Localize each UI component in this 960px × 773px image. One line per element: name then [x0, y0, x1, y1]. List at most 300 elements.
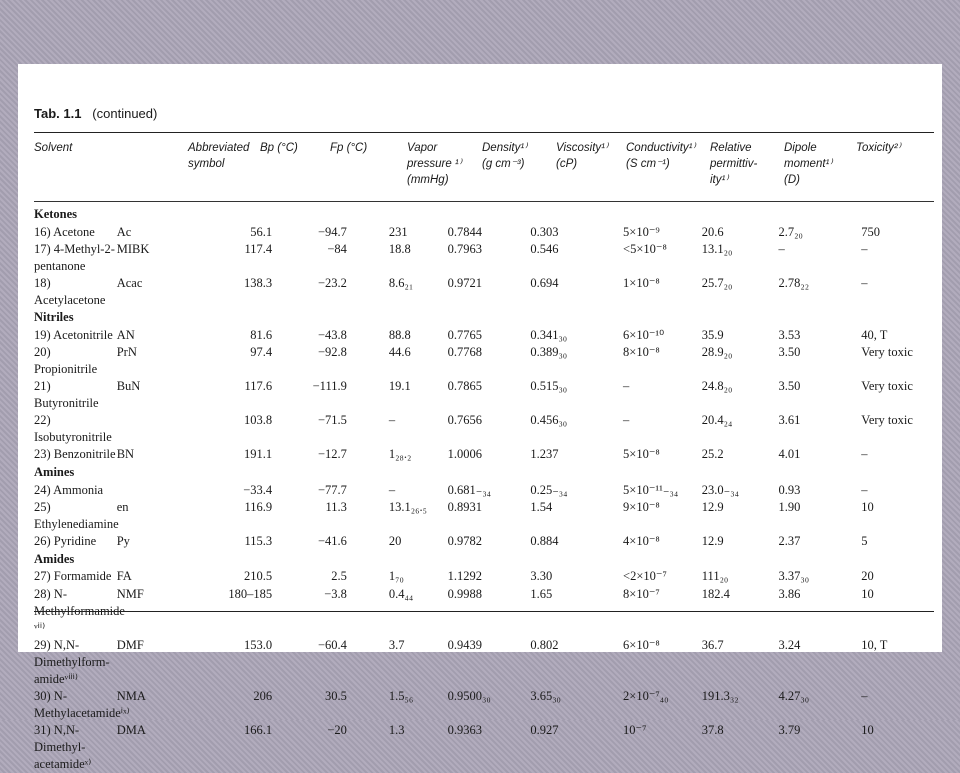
cell-bp-text: 153.0 — [244, 637, 273, 652]
cell-bp-text: 180–185 — [228, 586, 273, 601]
cell-permittivity-text: 23.0₋₃₄ — [701, 482, 739, 497]
table-row — [34, 327, 944, 345]
cell-solvent-text: 27) Formamide — [34, 569, 112, 584]
cell-symbol-text: Ac — [116, 224, 132, 239]
cell-vapor-pressure — [365, 275, 448, 309]
cell-conductivity — [613, 637, 696, 688]
cell-dipole-text: 1.90 — [778, 500, 801, 515]
cell-density-text: 0.9439 — [447, 637, 482, 652]
cell-vapor-pressure — [365, 482, 448, 500]
cell-fp — [282, 224, 365, 242]
cell-bp — [199, 722, 282, 773]
cell-vapor-pressure — [365, 412, 448, 446]
cell-symbol — [117, 482, 200, 500]
cell-bp — [199, 327, 282, 345]
cell-bp-text: 206 — [253, 688, 273, 703]
cell-density-text: 1.0006 — [447, 447, 482, 462]
cell-fp-text: −23.2 — [317, 276, 347, 291]
cell-vapor-pressure-text: 20 — [388, 534, 402, 549]
cell-dipole-text: 4.27₃₀ — [778, 688, 810, 703]
cell-solvent — [34, 378, 117, 412]
section-title: Nitriles — [34, 310, 74, 325]
cell-bp — [199, 499, 282, 533]
cell-fp — [282, 637, 365, 688]
cell-conductivity — [613, 275, 696, 309]
cell-symbol — [117, 533, 200, 551]
cell-viscosity-text: 3.65₃₀ — [530, 688, 561, 703]
cell-density — [448, 275, 531, 309]
cell-dipole-text: 3.79 — [778, 722, 801, 737]
table-caption-suffix: (continued) — [92, 106, 158, 121]
cell-vapor-pressure — [365, 344, 448, 378]
cell-viscosity — [530, 688, 613, 722]
cell-viscosity — [530, 275, 613, 309]
cell-solvent-text: 24) Ammonia — [34, 482, 104, 497]
cell-fp — [282, 533, 365, 551]
table-caption-label: Tab. 1.1 — [34, 106, 82, 121]
cell-symbol — [117, 446, 200, 464]
cell-permittivity — [696, 533, 779, 551]
cell-toxicity-text: 20 — [861, 569, 874, 584]
table-row — [34, 533, 944, 551]
cell-permittivity-text: 25.7₂₀ — [701, 276, 733, 291]
cell-bp-text: 210.5 — [244, 569, 273, 584]
cell-fp-text: −84 — [327, 242, 347, 257]
cell-permittivity-text: 12.9 — [701, 500, 724, 515]
cell-solvent — [34, 344, 117, 378]
cell-symbol-text: Py — [116, 534, 130, 549]
cell-permittivity — [696, 499, 779, 533]
table-row — [34, 241, 944, 275]
cell-viscosity — [530, 482, 613, 500]
cell-dipole — [778, 412, 861, 446]
cell-permittivity-text: 191.3₃₂ — [701, 688, 739, 703]
section-title: Amides — [34, 551, 75, 566]
table-caption — [34, 106, 157, 121]
cell-density-text: 0.8931 — [447, 500, 482, 515]
cell-conductivity-text: <2×10⁻⁷ — [623, 569, 667, 584]
cell-viscosity — [530, 412, 613, 446]
cell-conductivity-text: 9×10⁻⁸ — [623, 500, 660, 515]
cell-symbol — [117, 241, 200, 275]
cell-dipole — [778, 446, 861, 464]
cell-density — [448, 688, 531, 722]
cell-density — [448, 446, 531, 464]
cell-conductivity — [613, 446, 696, 464]
cell-dipole-text: 2.78₂₂ — [778, 276, 810, 291]
solvent-table — [34, 206, 944, 773]
cell-conductivity — [613, 568, 696, 586]
cell-bp — [199, 446, 282, 464]
cell-symbol-text: Acac — [116, 276, 143, 291]
cell-dipole-text: 3.50 — [778, 345, 801, 360]
table-row — [34, 568, 944, 586]
cell-dipole — [778, 224, 861, 242]
cell-density — [448, 637, 531, 688]
cell-dipole-text: 2.7₂₀ — [778, 224, 803, 239]
cell-symbol-text: FA — [116, 569, 132, 584]
cell-toxicity-text: – — [861, 276, 868, 291]
cell-toxicity-text: 10 — [861, 500, 874, 515]
cell-dipole — [778, 378, 861, 412]
cell-fp-text: −71.5 — [317, 413, 347, 428]
cell-symbol-text: en — [116, 500, 129, 515]
cell-vapor-pressure-text: 231 — [388, 224, 408, 239]
top-rule — [34, 132, 934, 133]
cell-symbol — [117, 722, 200, 773]
cell-conductivity — [613, 344, 696, 378]
cell-density — [448, 241, 531, 275]
cell-solvent-text: 22) Isobutyronitrile — [34, 413, 112, 445]
cell-viscosity — [530, 446, 613, 464]
cell-vapor-pressure — [365, 327, 448, 345]
cell-toxicity-text: 750 — [861, 224, 880, 239]
cell-vapor-pressure-text: – — [388, 413, 396, 428]
cell-symbol-text: BuN — [116, 379, 141, 394]
cell-conductivity — [613, 499, 696, 533]
cell-vapor-pressure-text: 1.5₅₆ — [388, 688, 414, 703]
cell-permittivity-text: 25.2 — [701, 447, 724, 462]
cell-viscosity-text: 0.456₃₀ — [530, 413, 568, 428]
cell-toxicity — [861, 275, 944, 309]
cell-fp — [282, 568, 365, 586]
cell-symbol-text: PrN — [116, 345, 137, 360]
cell-dipole — [778, 327, 861, 345]
cell-toxicity-text: Very toxic — [861, 413, 913, 428]
cell-permittivity — [696, 344, 779, 378]
cell-vapor-pressure — [365, 499, 448, 533]
cell-bp-text: 81.6 — [250, 327, 273, 342]
cell-conductivity-text: 4×10⁻⁸ — [623, 534, 660, 549]
cell-bp — [199, 533, 282, 551]
cell-density-text: 0.7865 — [447, 379, 482, 394]
cell-fp-text: 2.5 — [331, 569, 347, 584]
cell-density — [448, 378, 531, 412]
header-conductivity: Conductivity¹⁾ (S cm⁻¹) — [626, 142, 696, 170]
cell-fp — [282, 344, 365, 378]
cell-viscosity — [530, 568, 613, 586]
cell-dipole — [778, 241, 861, 275]
cell-toxicity — [861, 688, 944, 722]
cell-bp — [199, 637, 282, 688]
cell-bp-text: 115.3 — [244, 534, 273, 549]
cell-solvent — [34, 637, 117, 688]
cell-conductivity-text: <5×10⁻⁸ — [623, 242, 667, 257]
cell-permittivity — [696, 327, 779, 345]
cell-toxicity — [861, 533, 944, 551]
cell-conductivity-text: – — [623, 413, 630, 428]
cell-bp — [199, 344, 282, 378]
cell-conductivity — [613, 482, 696, 500]
header-density: Density¹⁾ (g cm⁻³) — [482, 142, 528, 170]
cell-symbol — [117, 378, 200, 412]
cell-conductivity — [613, 378, 696, 412]
cell-solvent-text: 30) N-Methylacetamideⁱˣ⁾ — [34, 688, 130, 720]
table-row — [34, 482, 944, 500]
cell-permittivity-text: 35.9 — [701, 327, 724, 342]
cell-toxicity-text: Very toxic — [861, 345, 913, 360]
cell-bp — [199, 378, 282, 412]
cell-density-text: 0.9721 — [447, 276, 482, 291]
cell-vapor-pressure-text: 18.8 — [388, 242, 411, 257]
cell-permittivity — [696, 275, 779, 309]
cell-symbol-text: MIBK — [116, 242, 150, 257]
cell-symbol — [117, 637, 200, 688]
cell-toxicity-text: 40, T — [861, 327, 888, 342]
cell-viscosity-text: 1.237 — [530, 447, 559, 462]
cell-bp — [199, 275, 282, 309]
table-row — [34, 344, 944, 378]
cell-toxicity — [861, 446, 944, 464]
cell-solvent-text: 17) 4-Methyl-2-pentanone — [34, 242, 115, 274]
cell-fp-text: −77.7 — [317, 482, 347, 497]
cell-solvent — [34, 241, 117, 275]
header-toxicity: Toxicity²⁾ — [856, 142, 901, 154]
cell-bp-text: 56.1 — [250, 224, 273, 239]
cell-vapor-pressure-text: 19.1 — [388, 379, 411, 394]
cell-viscosity-text: 1.65 — [530, 586, 553, 601]
cell-density-text: 0.9500₃₀ — [447, 688, 491, 703]
cell-solvent — [34, 446, 117, 464]
cell-fp-text: −3.8 — [324, 586, 347, 601]
cell-vapor-pressure — [365, 533, 448, 551]
cell-conductivity-text: 1×10⁻⁸ — [623, 276, 660, 291]
cell-solvent — [34, 275, 117, 309]
cell-toxicity — [861, 722, 944, 773]
cell-dipole — [778, 637, 861, 688]
cell-conductivity-text: 5×10⁻¹¹₋₃₄ — [623, 482, 679, 497]
cell-viscosity-text: 0.927 — [530, 722, 559, 737]
cell-symbol — [117, 344, 200, 378]
cell-density-text: 0.7765 — [447, 327, 482, 342]
cell-fp — [282, 688, 365, 722]
cell-vapor-pressure — [365, 378, 448, 412]
cell-solvent-text: 20) Propionitrile — [34, 345, 98, 377]
cell-bp-text: 117.6 — [244, 379, 273, 394]
table-row — [34, 378, 944, 412]
cell-viscosity — [530, 224, 613, 242]
cell-density-text: 0.9363 — [447, 722, 482, 737]
cell-symbol — [117, 499, 200, 533]
cell-viscosity-text: 0.515₃₀ — [530, 379, 568, 394]
cell-toxicity-text: – — [861, 688, 868, 703]
cell-toxicity — [861, 637, 944, 688]
cell-vapor-pressure-text: 13.1₂₆.₅ — [388, 500, 427, 515]
cell-fp — [282, 499, 365, 533]
cell-fp-text: −94.7 — [317, 224, 347, 239]
cell-density-text: 0.7656 — [447, 413, 482, 428]
cell-dipole-text: 3.61 — [778, 413, 801, 428]
cell-solvent — [34, 412, 117, 446]
cell-vapor-pressure-text: 3.7 — [388, 637, 405, 652]
cell-toxicity — [861, 412, 944, 446]
cell-vapor-pressure-text: 0.4₄₄ — [388, 586, 414, 601]
header-viscosity: Viscosity¹⁾ (cP) — [556, 142, 608, 170]
cell-vapor-pressure-text: 1₇₀ — [388, 569, 404, 584]
cell-symbol-text: NMA — [116, 688, 146, 703]
cell-conductivity — [613, 224, 696, 242]
cell-fp-text: −92.8 — [317, 345, 347, 360]
cell-solvent — [34, 327, 117, 345]
cell-symbol-text: DMF — [116, 637, 144, 652]
cell-dipole-text: 3.37₃₀ — [778, 569, 810, 584]
cell-bp-text: 191.1 — [244, 447, 273, 462]
cell-symbol — [117, 412, 200, 446]
header-fp: Fp (°C) — [330, 142, 368, 154]
cell-viscosity-text: 0.694 — [530, 276, 559, 291]
cell-solvent — [34, 224, 117, 242]
cell-conductivity — [613, 241, 696, 275]
cell-conductivity-text: 2×10⁻⁷₄₀ — [623, 688, 669, 703]
cell-toxicity-text: 10, T — [861, 637, 888, 652]
cell-viscosity — [530, 327, 613, 345]
section-title: Ketones — [34, 207, 78, 221]
cell-fp-text: 11.3 — [325, 500, 347, 515]
cell-density — [448, 499, 531, 533]
cell-toxicity-text: 5 — [861, 534, 868, 549]
cell-permittivity-text: 28.9₂₀ — [701, 345, 733, 360]
cell-fp-text: −41.6 — [317, 534, 347, 549]
cell-viscosity — [530, 722, 613, 773]
cell-solvent-text: 19) Acetonitrile — [34, 327, 113, 342]
section-title: Amines — [34, 464, 75, 479]
cell-fp — [282, 275, 365, 309]
cell-permittivity-text: 20.4₂₄ — [701, 413, 733, 428]
cell-symbol-text: NMF — [116, 586, 144, 601]
cell-viscosity-text: 0.802 — [530, 637, 559, 652]
table-row — [34, 688, 944, 722]
cell-vapor-pressure — [365, 446, 448, 464]
section-header — [34, 206, 944, 224]
cell-permittivity — [696, 568, 779, 586]
cell-vapor-pressure-text: 1.3 — [388, 722, 405, 737]
cell-conductivity-text: 5×10⁻⁸ — [623, 447, 660, 462]
cell-density — [448, 344, 531, 378]
bottom-rule — [34, 611, 934, 612]
cell-dipole — [778, 499, 861, 533]
table-row — [34, 275, 944, 309]
cell-permittivity-text: 24.8₂₀ — [701, 379, 733, 394]
header-solvent: Solvent — [34, 142, 73, 154]
cell-conductivity-text: – — [623, 379, 630, 394]
cell-symbol — [117, 568, 200, 586]
cell-permittivity-text: 12.9 — [701, 534, 724, 549]
cell-bp-text: 103.8 — [244, 413, 273, 428]
cell-symbol-text: BN — [116, 447, 135, 462]
cell-permittivity — [696, 241, 779, 275]
cell-viscosity — [530, 637, 613, 688]
cell-toxicity — [861, 224, 944, 242]
cell-vapor-pressure — [365, 224, 448, 242]
cell-permittivity — [696, 224, 779, 242]
cell-permittivity-text: 36.7 — [701, 637, 724, 652]
cell-fp — [282, 446, 365, 464]
cell-solvent — [34, 688, 130, 722]
cell-solvent-text: 21) Butyronitrile — [34, 379, 99, 411]
cell-dipole-text: 3.24 — [778, 637, 801, 652]
cell-permittivity-text: 20.6 — [701, 224, 724, 239]
cell-toxicity — [861, 499, 944, 533]
cell-viscosity-text: 0.389₃₀ — [530, 345, 568, 360]
header-bp: Bp (°C) — [260, 142, 298, 154]
section-header — [34, 464, 944, 482]
cell-dipole-text: 2.37 — [778, 534, 801, 549]
cell-density-text: 0.9782 — [447, 534, 482, 549]
table-row — [34, 224, 944, 242]
cell-fp-text: −60.4 — [317, 637, 347, 652]
cell-bp-text: 116.9 — [244, 500, 273, 515]
cell-fp — [282, 241, 365, 275]
table-row — [34, 722, 944, 773]
cell-solvent — [34, 499, 117, 533]
cell-toxicity — [861, 327, 944, 345]
cell-conductivity — [613, 722, 696, 773]
cell-conductivity-text: 10⁻⁷ — [623, 722, 647, 737]
cell-density-text: 0.9988 — [447, 586, 482, 601]
cell-permittivity-text: 13.1₂₀ — [701, 242, 733, 257]
cell-toxicity-text: 10 — [861, 722, 874, 737]
cell-bp-text: 166.1 — [244, 722, 273, 737]
cell-dipole-text: – — [778, 242, 785, 257]
cell-density — [448, 482, 531, 500]
cell-fp — [282, 722, 365, 773]
section-header — [34, 309, 944, 327]
cell-bp — [199, 412, 282, 446]
cell-vapor-pressure — [365, 722, 448, 773]
cell-bp — [199, 224, 282, 242]
cell-density — [448, 412, 531, 446]
cell-vapor-pressure — [365, 688, 448, 722]
cell-viscosity-text: 0.546 — [530, 242, 559, 257]
cell-vapor-pressure-text: 8.6₂₁ — [388, 276, 414, 291]
cell-permittivity — [696, 446, 779, 464]
cell-viscosity-text: 0.884 — [530, 534, 559, 549]
cell-solvent-text: 31) N,N-Dimethyl- acetamideˣ⁾ — [34, 722, 92, 771]
cell-bp-text: −33.4 — [243, 482, 273, 497]
cell-fp — [282, 482, 365, 500]
cell-density — [448, 327, 531, 345]
cell-viscosity — [530, 533, 613, 551]
cell-viscosity-text: 3.30 — [530, 569, 553, 584]
cell-density — [448, 533, 531, 551]
cell-vapor-pressure — [365, 568, 448, 586]
cell-vapor-pressure-text: 44.6 — [388, 345, 411, 360]
cell-fp — [282, 378, 365, 412]
cell-density-text: 1.1292 — [447, 569, 482, 584]
cell-viscosity — [530, 499, 613, 533]
cell-solvent-text: 23) Benzonitrile — [34, 447, 116, 462]
cell-symbol — [117, 275, 200, 309]
cell-dipole — [778, 482, 861, 500]
table-row — [34, 499, 944, 533]
cell-solvent — [34, 722, 117, 773]
cell-dipole-text: 0.93 — [778, 482, 801, 497]
cell-density-text: 0.7768 — [447, 345, 482, 360]
cell-dipole-text: 3.53 — [778, 327, 801, 342]
cell-fp — [282, 412, 365, 446]
cell-vapor-pressure — [365, 637, 448, 688]
table-row — [34, 412, 944, 446]
cell-solvent-text: 16) Acetone — [34, 224, 95, 239]
cell-viscosity — [530, 378, 613, 412]
table-row — [34, 446, 944, 464]
cell-conductivity — [613, 688, 696, 722]
header-vapor-pressure: Vapor pressure ¹⁾ (mmHg) — [407, 142, 462, 186]
cell-dipole — [778, 722, 861, 773]
cell-symbol — [117, 224, 200, 242]
cell-conductivity-text: 8×10⁻⁷ — [623, 586, 660, 601]
cell-conductivity-text: 6×10⁻⁸ — [623, 637, 660, 652]
